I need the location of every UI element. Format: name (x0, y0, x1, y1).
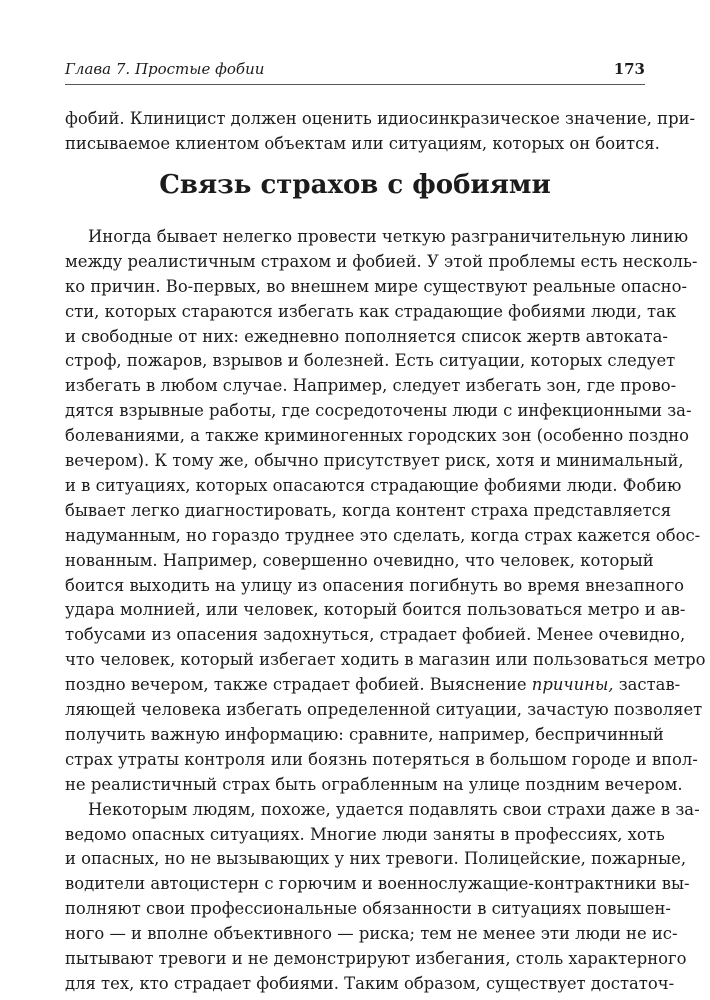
text-line: ведомо опасных ситуациях. Многие люди заняты в профессиях, хоть (65, 825, 665, 844)
intro-line: фобий. Клиницист должен оценить идиосинкразическое значение, при- (65, 109, 696, 128)
text-line: и свободные от них: ежедневно пополняется список жертв автоката- (65, 327, 668, 346)
text-line: ного — и вполне объективного — риска; тем не менее эти люди не ис- (65, 924, 678, 943)
text-line: полняют свои профессиональные обязанности в ситуациях повышен- (65, 899, 671, 918)
text-line: что человек, который избегает ходить в магазин или пользоваться метро (65, 650, 706, 669)
text-line: Некоторым людям, похоже, удается подавлять свои страхи даже в за- (88, 800, 700, 819)
text-line: между реалистичным страхом и фобией. У этой проблемы есть несколь- (65, 252, 698, 271)
text-line: водители автоцистерн с горючим и военнослужащие-контрактники вы- (65, 874, 690, 893)
text-line: дятся взрывные работы, где сосредоточены люди с инфекционными за- (65, 401, 692, 420)
text-line: получить важную информацию: сравните, например, беспричинный (65, 725, 664, 744)
text-line: болеваниями, а также криминогенных городских зон (особенно поздно (65, 426, 690, 445)
section-heading: Связь страхов с фобиями (159, 170, 551, 200)
text-line: боится выходить на улицу из опасения погибнуть во время внезапного (65, 576, 684, 595)
italic-word: причины, (531, 675, 614, 694)
text-line: вечером). К тому же, обычно присутствует риск, хотя и минимальный, (65, 451, 684, 470)
text-segment: застав- (613, 675, 681, 694)
text-line: тобусами из опасения задохнуться, страдает фобией. Менее очевидно, (65, 625, 686, 644)
text-line: и в ситуациях, которых опасаются страдающие фобиями люди. Фобию (65, 476, 682, 495)
text-line: не реалистичный страх быть ограбленным на улице поздним вечером. (65, 775, 683, 794)
page-header (65, 60, 645, 85)
text-line: бывает легко диагностировать, когда контент страха представляется (65, 501, 672, 520)
intro-line: писываемое клиентом объектам или ситуациям, которых он боится. (65, 134, 660, 153)
text-line-with-italic (65, 674, 681, 696)
text-line: надуманным, но гораздо труднее это сделать, когда страх кажется обос- (65, 526, 701, 545)
text-line: удара молнией, или человек, который боится пользоваться метро и ав- (65, 600, 686, 619)
text-line: ко причин. Во-первых, во внешнем мире существуют реальные опасно- (65, 277, 688, 296)
page-number: 173 (613, 60, 645, 78)
text-line: страх утраты контроля или боязнь потеряться в большом городе и впол- (65, 750, 698, 769)
text-line: и опасных, но не вызывающих у них тревоги. Полицейские, пожарные, (65, 849, 687, 868)
text-line: для тех, кто страдает фобиями. Таким образом, существует достаточ- (65, 974, 675, 993)
text-line: Иногда бывает нелегко провести четкую разграничительную линию (88, 227, 689, 246)
running-head: Глава 7. Простые фобии (65, 60, 265, 78)
text-line: строф, пожаров, взрывов и болезней. Есть ситуации, которых следует (65, 351, 676, 370)
text-line: избегать в любом случае. Например, следует избегать зон, где прово- (65, 376, 677, 395)
text-line: пытывают тревоги и не демонстрируют избегания, столь характерного (65, 949, 687, 968)
text-line: сти, которых стараются избегать как страдающие фобиями люди, так (65, 302, 677, 321)
text-segment: поздно вечером, также страдает фобией. Выяснение (65, 675, 527, 694)
text-line: нованным. Например, совершенно очевидно, что человек, который (65, 551, 654, 570)
text-line: ляющей человека избегать определенной ситуации, зачастую позволяет (65, 700, 703, 719)
